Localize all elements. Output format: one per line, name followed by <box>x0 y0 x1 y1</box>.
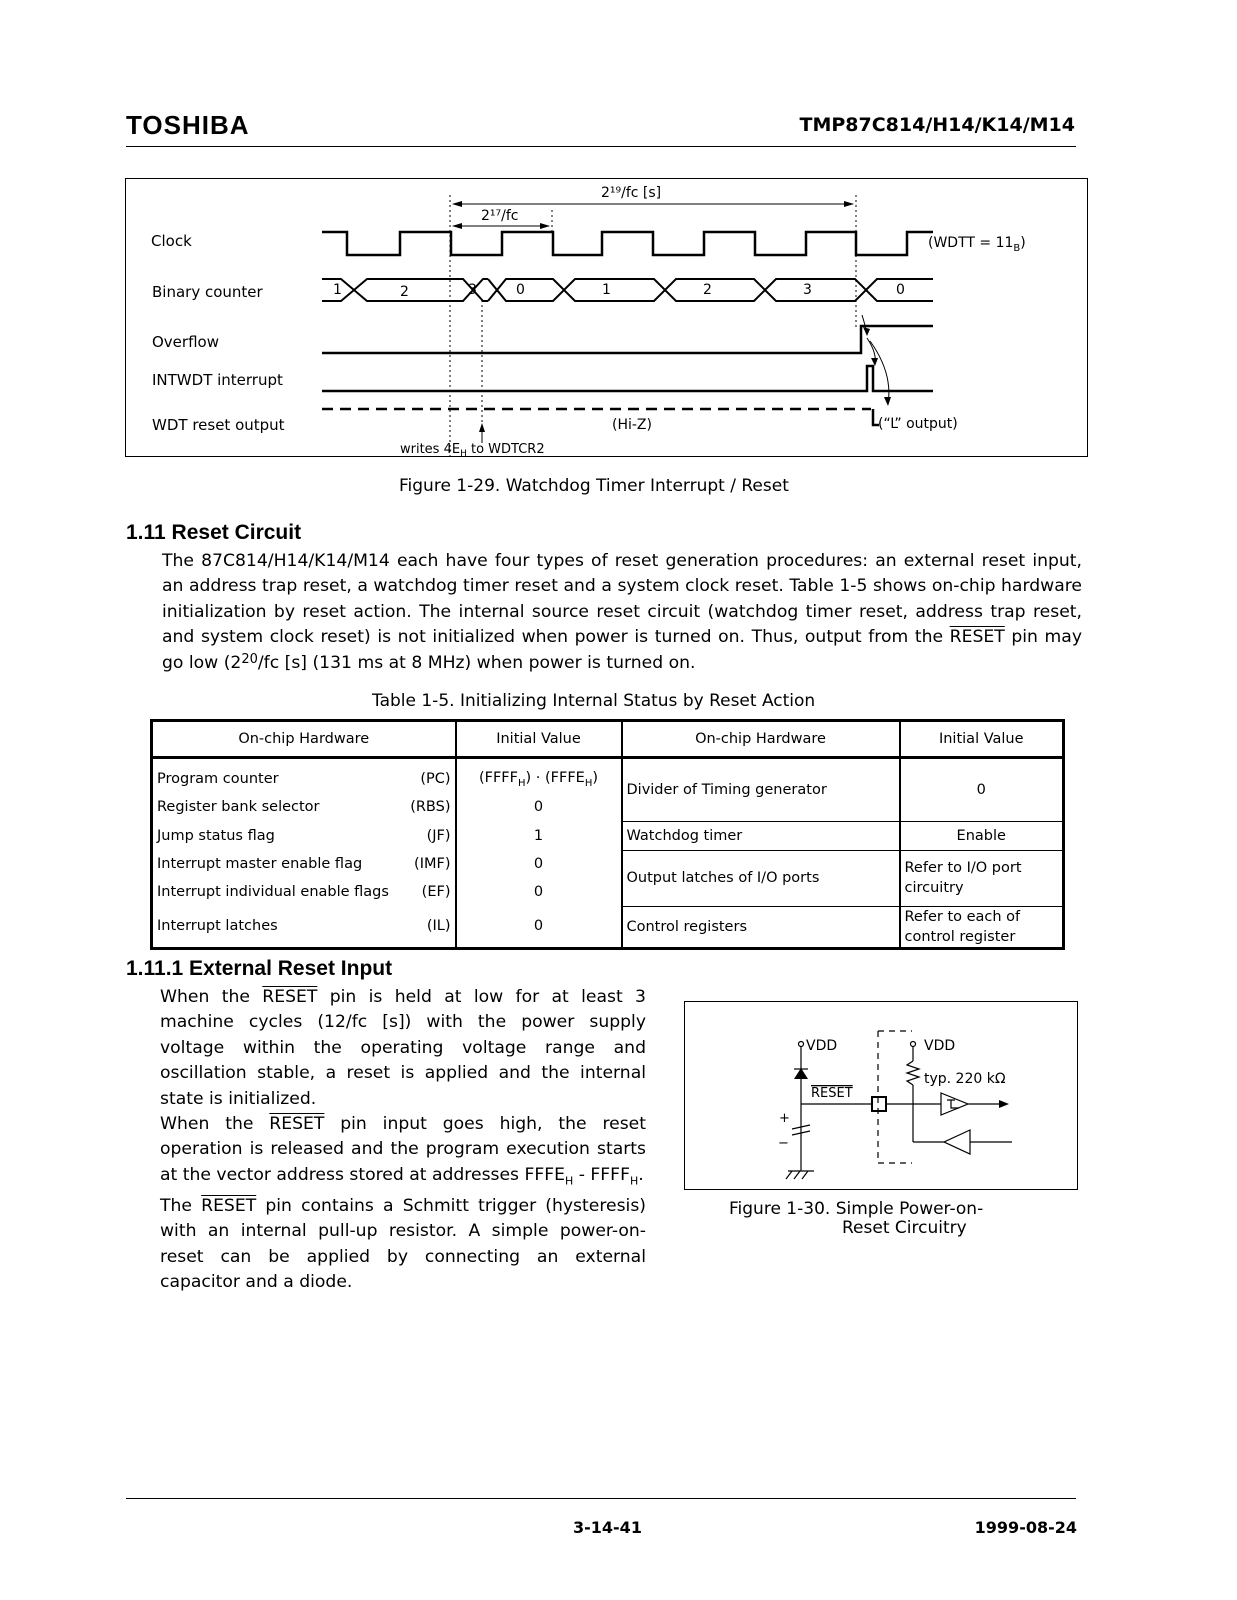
counter-value: 1 <box>333 282 342 298</box>
counter-value: 0 <box>896 282 905 298</box>
vdd-label-left: VDD <box>806 1038 838 1054</box>
header-onchip-hardware-2: On-chip Hardware <box>622 721 900 758</box>
overflow-waveform <box>322 326 933 353</box>
figure-1-30-frame <box>684 1001 1078 1190</box>
l-output-label: (“L” output) <box>878 416 958 432</box>
table-header-row <box>152 721 1064 758</box>
binary-counter-bus <box>322 279 933 301</box>
footer-rule <box>126 1498 1076 1499</box>
section-1-11-1-heading: 1.11.1 External Reset Input <box>126 957 393 980</box>
counter-value: 0 <box>516 282 525 298</box>
signal-label-clock: Clock <box>151 232 192 250</box>
initial-value: $(FFFF_H)$ · $(FFFE_H)$ <box>456 758 622 794</box>
external-reset-paragraph-3: The RESET pin contains a Schmitt trigger (hysteresis) with an internal pull-up resistor. A simple power-on-reset can be applied by connecting an external capacitor and a diode. <box>160 1195 646 1292</box>
counter-value: 2 <box>400 284 409 300</box>
capacitor-plus: + <box>779 1111 790 1126</box>
wdtcr2-write-note: writes $4E_H$ to WDTCR2 <box>400 442 545 457</box>
right-hardware-name: Output latches of I/O ports <box>622 850 900 906</box>
counter-value: 3 <box>468 282 477 298</box>
register-name: (IMF) <box>414 856 451 872</box>
initial-value: 1 <box>456 821 622 850</box>
intwdt-waveform <box>322 366 933 391</box>
arrow-icon <box>999 1100 1009 1108</box>
register-name: (PC) <box>420 771 451 787</box>
figure-1-30-caption-1: Figure 1-30. Simple Power-on- <box>729 1199 984 1219</box>
signal-label-intwdt: INTWDT interrupt <box>152 371 283 389</box>
external-reset-paragraph-1: When the RESET pin is held at low for at least 3 machine cycles (12/fc [s]) with the power supply voltage within the operating voltage range and oscillation stable, a reset is applied and the internal state is initialized. <box>160 987 646 1109</box>
initial-value: 0 <box>456 793 622 821</box>
signal-label-wdt-reset: WDT reset output <box>152 416 285 434</box>
figure-1-29-caption: Figure 1-29. Watchdog Timer Interrupt / Reset <box>399 476 789 496</box>
signal-label-overflow: Overflow <box>152 333 219 351</box>
resistor-label: typ. 220 kΩ <box>924 1071 1006 1087</box>
counter-value: 1 <box>602 282 611 298</box>
hardware-name: Jump status flag <box>157 827 275 844</box>
header-onchip-hardware: On-chip Hardware <box>152 721 456 758</box>
diode-icon <box>794 1068 808 1079</box>
right-initial-value: Enable <box>900 821 1064 850</box>
figure-1-30-caption-2: Reset Circuitry <box>842 1218 967 1238</box>
initial-value: 0 <box>456 878 622 906</box>
section-1-11-paragraph: The 87C814/H14/K14/M14 each have four types of reset generation procedures: an external reset input, an address trap reset, a watchdog timer reset and a system clock reset. Table 1-5 shows on-chip hardware initialization by reset action. The internal source reset circuit (watchdog timer reset, address trap reset, and system clock reset) is not initialized when power is turned on. Thus, output from the RESET pin may go low ($2^{20}/fc$ [s] (131 ms at 8 MHz) when power is turned on. <box>162 551 1082 673</box>
hardware-name: Interrupt master enable flag <box>157 856 363 872</box>
page-number: 3-14-41 <box>573 1518 642 1537</box>
part-number: TMP87C814/H14/K14/M14 <box>799 114 1075 136</box>
toshiba-logo: TOSHIBA <box>126 110 250 140</box>
header-initial-value: Initial Value <box>456 721 622 758</box>
wdtt-note: (WDTT = $11_B$) <box>928 235 1026 254</box>
table-row <box>152 906 1064 948</box>
right-hardware-name: Control registers <box>622 906 900 948</box>
header-initial-value-2: Initial Value <box>900 721 1064 758</box>
short-period-label: 2¹⁷/fc <box>481 208 519 224</box>
clock-waveform <box>322 232 933 255</box>
table-row <box>152 758 1064 794</box>
initial-value: 0 <box>456 850 622 878</box>
table-row <box>152 821 1064 850</box>
document-date: 1999-08-24 <box>974 1518 1077 1537</box>
right-hardware-name: Divider of Timing generator <box>622 758 900 822</box>
watchdog-timing-diagram <box>125 178 1088 457</box>
reset-pin-label: RESET <box>811 1086 853 1101</box>
counter-value: 2 <box>703 282 712 298</box>
register-name: (RBS) <box>410 799 451 815</box>
signal-label-binary-counter: Binary counter <box>152 283 263 301</box>
external-reset-paragraph-2: When the RESET pin input goes high, the reset operation is released and the program execution starts at the vector address stored at addresses $FFFE_H$ - $FFFF_H$. <box>160 1114 646 1188</box>
reset-status-table <box>150 719 1065 950</box>
figure-1-29-frame <box>125 178 1088 457</box>
register-name: (JF) <box>426 827 451 844</box>
hiz-label: (Hi-Z) <box>612 417 652 433</box>
table-1-5-caption: Table 1-5. Initializing Internal Status by Reset Action <box>372 691 816 711</box>
right-initial-value: Refer to each of control register <box>904 908 1021 945</box>
vdd-label-right: VDD <box>924 1038 956 1054</box>
long-period-label: 2¹⁹/fc [s] <box>601 185 662 201</box>
hardware-name: Register bank selector <box>157 799 320 815</box>
hardware-name: Interrupt individual enable flags <box>157 884 389 900</box>
counter-value: 3 <box>803 282 812 298</box>
right-hardware-name: Watchdog timer <box>622 821 900 850</box>
header-rule <box>126 146 1076 147</box>
register-name: (EF) <box>421 884 451 900</box>
section-1-11-heading: 1.11 Reset Circuit <box>126 521 302 544</box>
power-on-reset-circuit <box>684 1001 1078 1190</box>
capacitor-minus: − <box>778 1136 789 1151</box>
hardware-name: Interrupt latches <box>157 918 278 935</box>
hardware-name: Program counter <box>157 771 279 787</box>
external-reset-text <box>160 985 646 1295</box>
table-row <box>152 850 1064 878</box>
initial-value: 0 <box>456 906 622 948</box>
right-initial-value: Refer to I/O port circuitry <box>900 850 1064 906</box>
register-name: (IL) <box>426 918 451 935</box>
right-initial-value: 0 <box>900 758 1064 822</box>
